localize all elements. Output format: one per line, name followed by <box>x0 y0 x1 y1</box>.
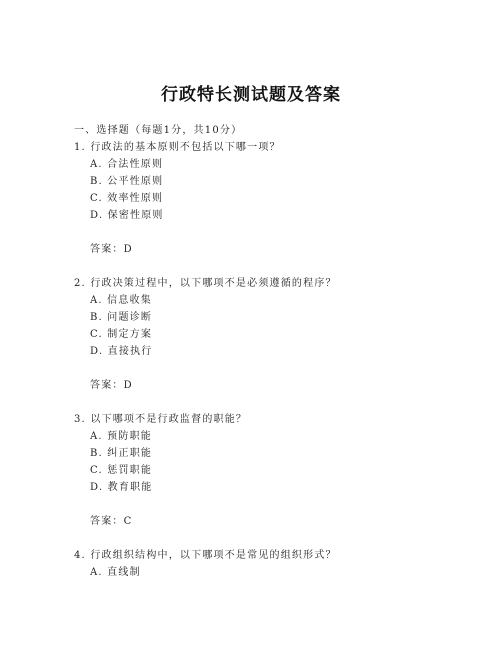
question-2-option-c: C. 制定方案 <box>90 329 153 340</box>
question-1-answer: 答案：D <box>90 244 133 255</box>
question-1-option-a: A. 合法性原则 <box>90 159 164 170</box>
question-3-option-b: B. 纠正职能 <box>90 448 153 459</box>
question-3-option-c: C. 惩罚职能 <box>90 465 153 476</box>
question-1-option-d: D. 保密性原则 <box>90 210 164 221</box>
question-1-option-b: B. 公平性原则 <box>90 176 164 187</box>
question-3-option-a: A. 预防职能 <box>90 431 152 442</box>
question-2-option-a: A. 信息收集 <box>90 295 152 306</box>
question-3-answer: 答案：C <box>90 516 133 527</box>
question-2-answer: 答案：D <box>90 380 133 391</box>
question-4: 4. 行政组织结构中，以下哪项不是常见的组织形式？ <box>74 550 337 561</box>
question-4-option-a: A. 直线制 <box>90 567 141 578</box>
question-1: 1. 行政法的基本原则不包括以下哪一项？ <box>74 142 281 153</box>
section-heading: 一、选择题（每题1分，共10分） <box>74 125 243 136</box>
question-2-option-d: D. 直接执行 <box>90 346 153 357</box>
question-1-option-c: C. 效率性原则 <box>90 193 164 204</box>
question-2: 2. 行政决策过程中，以下哪项不是必须遵循的程序？ <box>74 278 337 289</box>
question-2-option-b: B. 问题诊断 <box>90 312 153 323</box>
question-3-option-d: D. 教育职能 <box>90 482 153 493</box>
question-3: 3. 以下哪项不是行政监督的职能？ <box>74 414 248 425</box>
document-title: 行政特长测试题及答案 <box>161 85 341 105</box>
